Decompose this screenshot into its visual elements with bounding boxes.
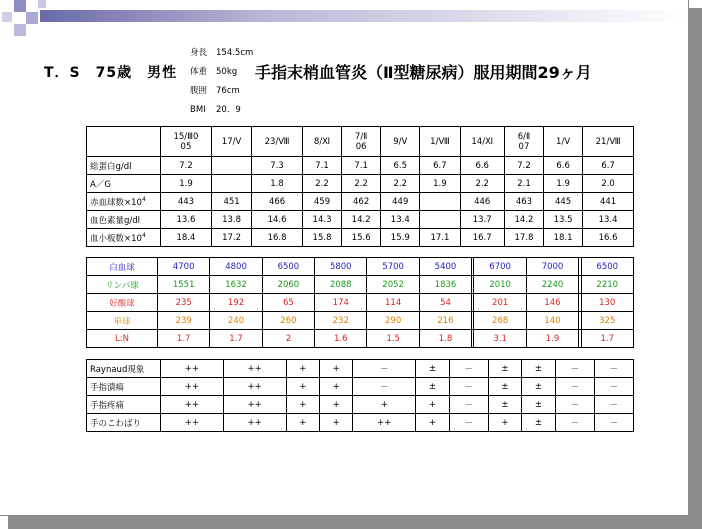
value-cell: 260 [262, 312, 314, 330]
value-cell: 2052 [367, 276, 419, 294]
date-header-text: 14/Ⅺ [471, 136, 494, 147]
blood-row [87, 175, 634, 193]
date-header-text: 15/Ⅲ0 [173, 131, 199, 142]
value-cell: 1.9 [161, 175, 212, 193]
value-cell: 16.7 [460, 229, 504, 247]
value-cell: 445 [544, 193, 583, 211]
value-cell: 14.2 [342, 211, 381, 229]
value-cell: 325 [581, 312, 634, 330]
value-cell: 174 [315, 294, 367, 312]
decor-square [26, 12, 38, 24]
symptom-row [87, 396, 634, 414]
value-cell: 1.9 [420, 175, 460, 193]
value-cell: 13.4 [583, 211, 634, 229]
value-cell: 18.4 [161, 229, 212, 247]
wbc-row [87, 258, 634, 276]
blood-row [87, 157, 634, 175]
row-label: 好酸球 [87, 294, 158, 312]
value-cell: ± [416, 360, 449, 378]
value-cell: + [286, 378, 319, 396]
value-cell: － [555, 414, 594, 432]
value-cell: － [353, 378, 416, 396]
value-cell: 1.9 [544, 175, 583, 193]
decor-square [14, 0, 26, 12]
value-cell: ++ [223, 360, 286, 378]
value-cell: ± [488, 360, 521, 378]
date-header-cell [161, 127, 212, 157]
decor-square [2, 12, 12, 22]
value-cell [211, 157, 251, 175]
value-cell: 13.7 [460, 211, 504, 229]
value-cell: 290 [367, 312, 419, 330]
value-cell: 17.8 [504, 229, 543, 247]
vital-waist: 腹囲 76cm [190, 86, 240, 96]
decor-square [38, 0, 46, 8]
symptom-row [87, 360, 634, 378]
value-cell: 1.8 [419, 330, 471, 348]
value-cell: － [353, 360, 416, 378]
value-cell: 6.6 [460, 157, 504, 175]
date-header-cell [342, 127, 381, 157]
wbc-row [87, 276, 634, 294]
value-cell: ++ [353, 414, 416, 432]
date-header-cell [504, 127, 543, 157]
value-cell: ++ [223, 414, 286, 432]
value-cell: 463 [504, 193, 543, 211]
value-cell: 13.5 [544, 211, 583, 229]
value-cell: 3.1 [474, 330, 526, 348]
value-cell: + [286, 396, 319, 414]
value-cell: 7.1 [342, 157, 381, 175]
value-cell: 2.0 [583, 175, 634, 193]
date-header-text: 8/Ⅺ [313, 136, 331, 147]
vital-weight: 体重 50kg [190, 67, 238, 77]
date-header-text: 07 [518, 141, 530, 152]
value-cell: 14.3 [302, 211, 341, 229]
value-cell: 459 [302, 193, 341, 211]
value-cell: 17.1 [420, 229, 460, 247]
value-cell: 16.6 [583, 229, 634, 247]
value-cell: － [594, 414, 633, 432]
value-cell: 13.4 [381, 211, 420, 229]
value-cell: 5400 [419, 258, 471, 276]
value-cell: 2240 [526, 276, 578, 294]
date-header-cell [211, 127, 251, 157]
value-cell: ± [522, 396, 555, 414]
value-cell: ++ [161, 396, 224, 414]
value-cell: 7.2 [161, 157, 212, 175]
value-cell: 2060 [262, 276, 314, 294]
symptom-row [87, 414, 634, 432]
symptom-table [86, 359, 634, 432]
value-cell: 114 [367, 294, 419, 312]
date-header-cell [381, 127, 420, 157]
value-cell: 1.5 [367, 330, 419, 348]
value-cell: 65 [262, 294, 314, 312]
row-label: Raynaud現象 [87, 360, 161, 378]
row-label: リンパ球 [87, 276, 158, 294]
date-header-text: 6/Ⅱ [517, 131, 531, 142]
value-cell: 6700 [474, 258, 526, 276]
date-header-row [87, 127, 634, 157]
date-header-text: 06 [355, 141, 367, 152]
value-cell [211, 175, 251, 193]
value-cell: ± [522, 414, 555, 432]
date-header-text: 7/Ⅱ [354, 131, 368, 142]
blood-row [87, 229, 634, 247]
value-cell: + [319, 414, 352, 432]
value-cell: ± [488, 396, 521, 414]
value-cell: + [416, 414, 449, 432]
row-label: 白血球 [87, 258, 158, 276]
value-cell: 13.8 [211, 211, 251, 229]
header-gradient-bar [40, 10, 688, 22]
value-cell: 1.9 [526, 330, 578, 348]
value-cell: 201 [474, 294, 526, 312]
value-cell: 18.1 [544, 229, 583, 247]
header-corner-cell [87, 127, 161, 157]
slide-shadow-right [689, 8, 702, 529]
value-cell: 2010 [474, 276, 526, 294]
date-header-cell [544, 127, 583, 157]
value-cell: 54 [419, 294, 471, 312]
value-cell: 2.2 [381, 175, 420, 193]
value-cell: 446 [460, 193, 504, 211]
blood-row [87, 211, 634, 229]
vital-height: 身長 154.5cm [190, 48, 254, 58]
value-cell: 6.7 [583, 157, 634, 175]
value-cell: 146 [526, 294, 578, 312]
wbc-row [87, 294, 634, 312]
value-cell: 15.8 [302, 229, 341, 247]
value-cell: ± [522, 378, 555, 396]
value-cell: 216 [419, 312, 471, 330]
value-cell: 13.6 [161, 211, 212, 229]
value-cell: 15.6 [342, 229, 381, 247]
value-cell: 2.2 [342, 175, 381, 193]
date-header-cell [302, 127, 341, 157]
value-cell: + [286, 414, 319, 432]
value-cell: 14.6 [252, 211, 303, 229]
value-cell: 466 [252, 193, 303, 211]
value-cell: 449 [381, 193, 420, 211]
value-cell: 7.2 [504, 157, 543, 175]
value-cell: － [594, 396, 633, 414]
date-header-cell [583, 127, 634, 157]
value-cell: 7.1 [302, 157, 341, 175]
value-cell: 451 [211, 193, 251, 211]
slide-title: 手指末梢血管炎（Ⅱ型糖尿病）服用期間29ヶ月 [255, 63, 592, 82]
wbc-row [87, 312, 634, 330]
value-cell: 140 [526, 312, 578, 330]
value-cell: 268 [474, 312, 526, 330]
vital-bmi: BMI 20．9 [190, 105, 241, 115]
value-cell: 239 [158, 312, 210, 330]
value-cell: 5700 [367, 258, 419, 276]
date-header-cell [252, 127, 303, 157]
value-cell: 1632 [210, 276, 262, 294]
value-cell: － [449, 360, 488, 378]
value-cell: 2 [262, 330, 314, 348]
row-label: 手のこわばり [87, 414, 161, 432]
value-cell: ± [522, 360, 555, 378]
value-cell: 6.5 [381, 157, 420, 175]
value-cell: － [555, 360, 594, 378]
row-label: 総蛋白g/dl [87, 157, 161, 175]
value-cell: + [319, 396, 352, 414]
value-cell: 2088 [315, 276, 367, 294]
symptom-row [87, 378, 634, 396]
row-label: 単球 [87, 312, 158, 330]
row-label: 赤血球数$\times 10^4$ [87, 193, 161, 211]
date-header-text: 05 [180, 141, 192, 152]
value-cell: + [416, 396, 449, 414]
value-cell: 6.7 [420, 157, 460, 175]
value-cell: 5800 [315, 258, 367, 276]
decor-square [14, 24, 26, 36]
value-cell: 17.2 [211, 229, 251, 247]
value-cell [420, 211, 460, 229]
value-cell: 7000 [526, 258, 578, 276]
value-cell: + [319, 378, 352, 396]
value-cell: + [286, 360, 319, 378]
value-cell: 2210 [581, 276, 634, 294]
value-cell: 441 [583, 193, 634, 211]
value-cell: ++ [161, 360, 224, 378]
value-cell: 2.1 [504, 175, 543, 193]
row-label: 手指疼痛 [87, 396, 161, 414]
value-cell: ± [416, 378, 449, 396]
value-cell: ++ [223, 396, 286, 414]
value-cell: － [594, 378, 633, 396]
value-cell: ± [488, 378, 521, 396]
value-cell: 130 [581, 294, 634, 312]
value-cell: + [353, 396, 416, 414]
date-header-text: 21/Ⅷ [595, 136, 621, 147]
white-blood-cell-table [86, 257, 634, 348]
row-label: 手指潰瘍 [87, 378, 161, 396]
value-cell: 7.3 [252, 157, 303, 175]
value-cell: 1.7 [158, 330, 210, 348]
value-cell: ++ [223, 378, 286, 396]
value-cell: 14.2 [504, 211, 543, 229]
value-cell: 1.8 [252, 175, 303, 193]
value-cell: － [449, 396, 488, 414]
value-cell: 1.7 [581, 330, 634, 348]
value-cell: 235 [158, 294, 210, 312]
value-cell: － [449, 414, 488, 432]
row-label: 血小板数$\times 10^4$ [87, 229, 161, 247]
value-cell: － [555, 378, 594, 396]
patient-vitals [190, 44, 253, 120]
value-cell: 4700 [158, 258, 210, 276]
value-cell: － [594, 360, 633, 378]
value-cell: 1551 [158, 276, 210, 294]
date-header-text: 17/Ⅴ [221, 136, 242, 147]
value-cell: － [449, 378, 488, 396]
value-cell: ++ [161, 378, 224, 396]
date-header-text: 1/Ⅴ [556, 136, 571, 147]
date-header-text: 1/Ⅷ [430, 136, 450, 147]
value-cell: 443 [161, 193, 212, 211]
value-cell: 6.6 [544, 157, 583, 175]
value-cell: 1.6 [315, 330, 367, 348]
value-cell: 1836 [419, 276, 471, 294]
row-label: 血色素量g/dl [87, 211, 161, 229]
value-cell: － [555, 396, 594, 414]
value-cell: 6500 [581, 258, 634, 276]
date-header-cell [420, 127, 460, 157]
value-cell: + [319, 360, 352, 378]
value-cell: 192 [210, 294, 262, 312]
blood-row [87, 193, 634, 211]
value-cell: 15.9 [381, 229, 420, 247]
date-header-cell [460, 127, 504, 157]
value-cell: ++ [161, 414, 224, 432]
value-cell: 462 [342, 193, 381, 211]
slide-shadow-bottom [8, 516, 702, 529]
value-cell: 16.8 [252, 229, 303, 247]
row-label: A／G [87, 175, 161, 193]
value-cell: 232 [315, 312, 367, 330]
decorative-header-band [0, 0, 688, 38]
blood-test-table [86, 126, 634, 247]
row-label: L:N [87, 330, 158, 348]
wbc-row [87, 330, 634, 348]
value-cell: 1.7 [210, 330, 262, 348]
value-cell: 6500 [262, 258, 314, 276]
value-cell [420, 193, 460, 211]
patient-name: T．S 75歳 男性 [44, 65, 178, 81]
value-cell: 2.2 [460, 175, 504, 193]
date-header-text: 9/Ⅴ [393, 136, 408, 147]
value-cell: 240 [210, 312, 262, 330]
value-cell: 4800 [210, 258, 262, 276]
date-header-text: 23/Ⅷ [264, 136, 290, 147]
value-cell: + [488, 414, 521, 432]
value-cell: 2.2 [302, 175, 341, 193]
